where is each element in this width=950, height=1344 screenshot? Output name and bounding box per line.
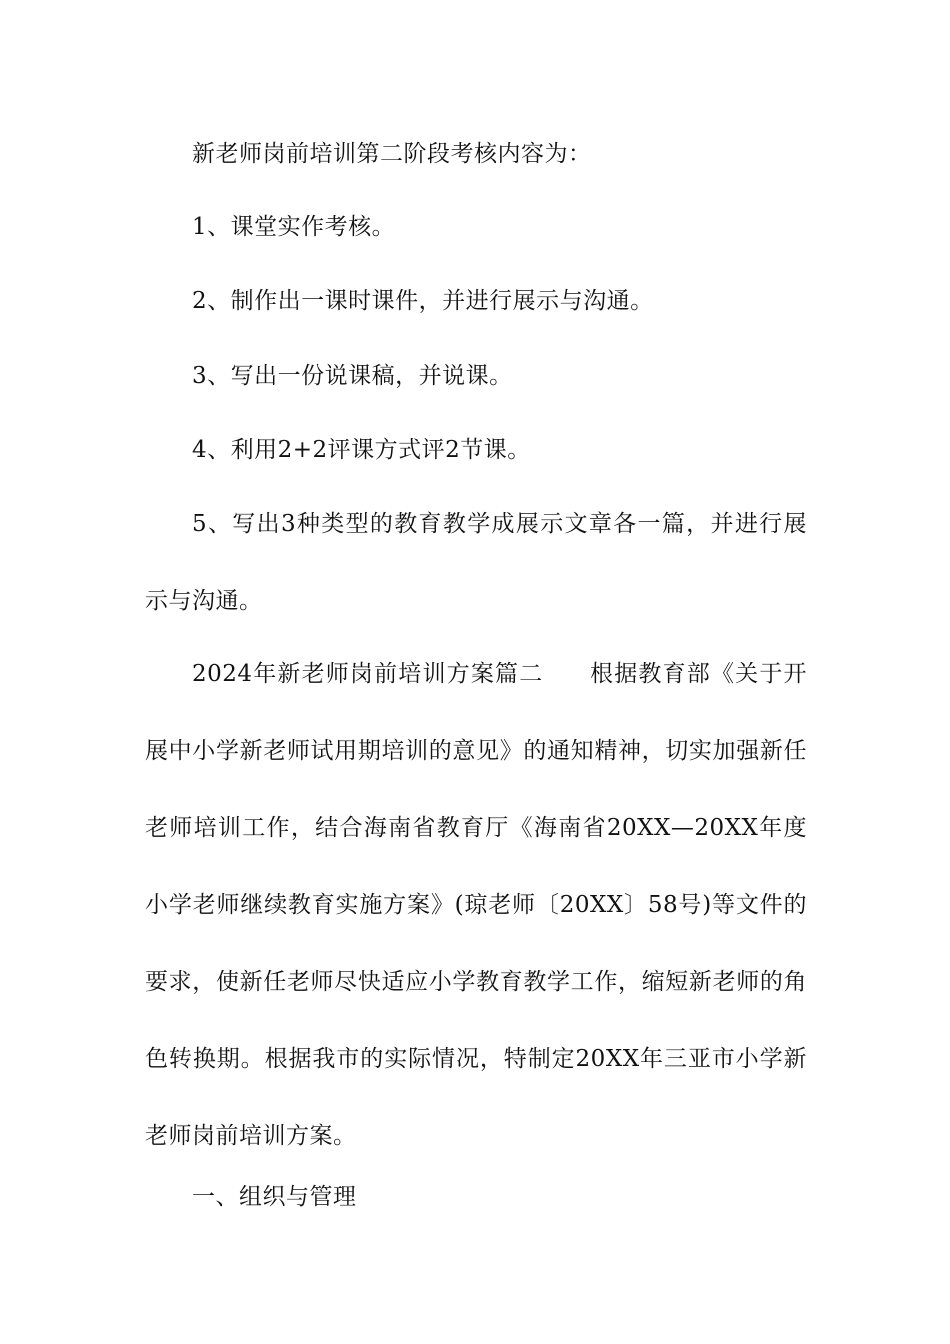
list-item-1: 1、课堂实作考核。 xyxy=(192,214,396,240)
section-heading: 2024年新老师岗前培训方案篇二 xyxy=(192,661,544,687)
list-item-5: 5、写出3种类型的教育教学成展示文章各一篇，并进行展示与沟通。 xyxy=(145,511,807,614)
list-item-4: 4、利用2+2评课方式评2节课。 xyxy=(192,437,531,463)
section-paragraph xyxy=(145,636,807,1175)
list-item-2: 2、制作出一课时课件，并进行展示与沟通。 xyxy=(192,288,654,314)
list-item-3: 3、写出一份说课稿，并说课。 xyxy=(192,363,513,389)
section-body: 根据教育部《关于开展中小学新老师试用期培训的意见》的通知精神，切实加强新任老师培训工作，结合海南省教育厅《海南省20XX—20XX年度小学老师继续教育实施方案》(琼老师〔20XX〕58号)等文件的要求，使新任老师尽快适应小学教育教学工作，缩短新老师的角色转换期。根据我市的实际情况，特制定20XX年三亚市小学新老师岗前培训方案。 xyxy=(145,661,807,1149)
paragraph-intro: 新老师岗前培训第二阶段考核内容为： xyxy=(192,141,592,167)
subsection-heading: 一、组织与管理 xyxy=(192,1184,357,1210)
